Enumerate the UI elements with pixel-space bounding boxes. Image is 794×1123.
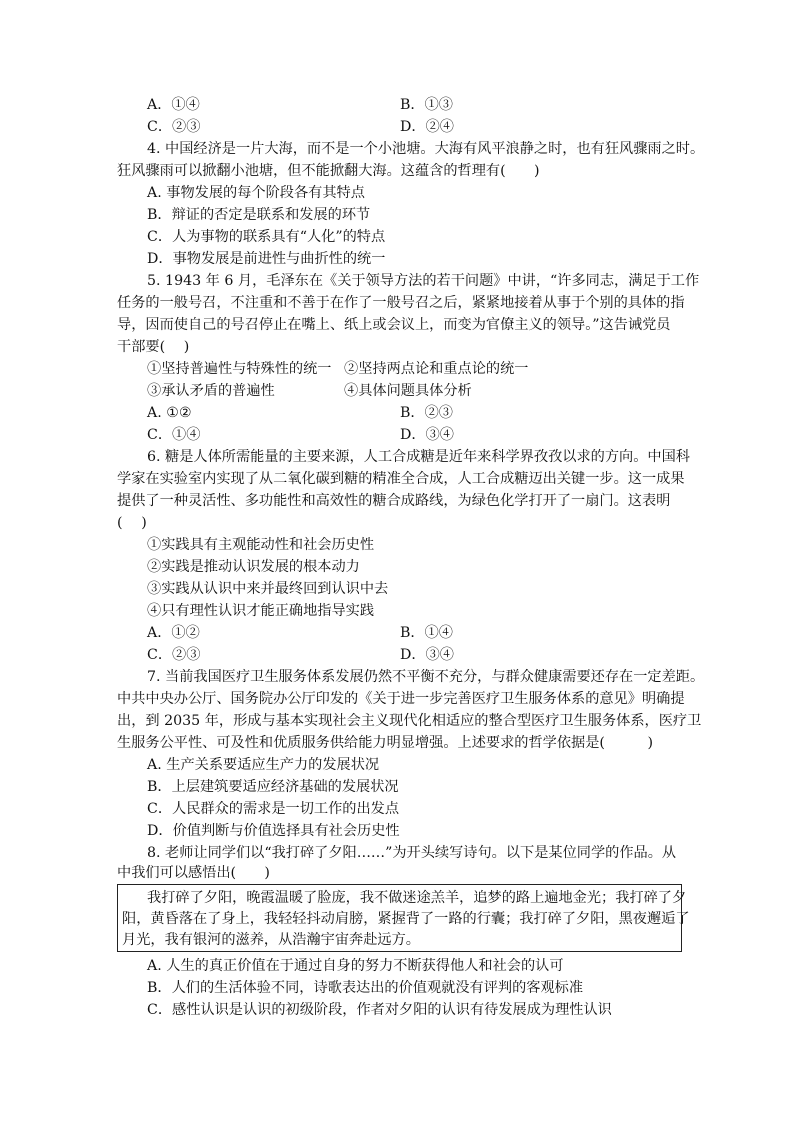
q3-option-c: C．②③ <box>147 119 201 135</box>
poem-line-2: 阳，黄昏落在了身上，我轻轻抖动肩膀，紧握背了一路的行囊；我打碎了夕阳，黑夜邂逅了 <box>122 911 690 927</box>
q6-stem: 6. 糖是人体所需能量的主要来源，人工合成糖是近年来科学界孜孜以求的方向。中国科 <box>147 449 690 465</box>
q3-option-d: D．②④ <box>400 119 454 135</box>
q5-item-1: ①坚持普遍性与特殊性的统一 <box>147 361 332 377</box>
q7-stem-cont-2: 出，到 2035 年，形成与基本实现社会主义现代化相适应的整合型医疗卫生服务体系，医疗卫 <box>117 713 702 729</box>
q8-stem-cont: 中我们可以感悟出( ) <box>117 865 270 881</box>
q5-option-b: B．②③ <box>400 405 453 421</box>
q4-option-c: C．人为事物的联系具有“人化”的特点 <box>147 229 386 245</box>
q6-option-d: D．③④ <box>400 647 454 663</box>
q5-item-4: ④具体问题具体分析 <box>344 383 472 399</box>
q5-option-a: A. ①② <box>147 405 192 421</box>
q5-item-2: ②坚持两点论和重点论的统一 <box>344 361 529 377</box>
q5-stem-cont-2: 导，因而使自己的号召停止在嘴上、纸上或会议上，而变为官僚主义的领导。”这告诫党员 <box>117 317 671 333</box>
q5-option-d: D．③④ <box>400 427 454 443</box>
q7-stem-cont-1: 中共中央办公厅、国务院办公厅印发的《关于进一步完善医疗卫生服务体系的意见》明确提 <box>117 691 685 707</box>
q7-stem: 7. 当前我国医疗卫生服务体系发展仍然不平衡不充分，与群众健康需要还存在一定差距。 <box>147 669 705 685</box>
q7-option-b: B．上层建筑要适应经济基础的发展状况 <box>147 779 399 795</box>
q3-option-a: A．①④ <box>147 97 200 113</box>
q8-option-a: A. 人生的真正价值在于通过自身的努力不断获得他人和社会的认可 <box>147 958 564 974</box>
q6-stem-cont-2: 提供了一种灵活性、多功能性和高效性的糖合成路线，为绿色化学打开了一扇门。这表明 <box>117 493 671 509</box>
q5-stem-cont-3: 干部要( ) <box>117 339 190 355</box>
q5-item-3: ③承认矛盾的普遍性 <box>147 383 275 399</box>
q4-option-b: B．辩证的否定是联系和发展的环节 <box>147 207 371 223</box>
q6-option-a: A．①② <box>147 625 200 641</box>
q6-item-3: ③实践从认识中来并最终回到认识中去 <box>147 581 389 597</box>
q6-item-1: ①实践具有主观能动性和社会历史性 <box>147 537 375 553</box>
q6-option-b: B．①④ <box>400 625 453 641</box>
q4-stem-cont: 狂风骤雨可以掀翻小池塘，但不能掀翻大海。这蕴含的哲理有( ) <box>117 163 540 179</box>
q6-stem-cont-3: ( ) <box>117 515 147 531</box>
q6-option-c: C．②③ <box>147 647 201 663</box>
q3-option-b: B．①③ <box>400 97 453 113</box>
q4-option-d: D．事物发展是前进性与曲折性的统一 <box>147 251 386 267</box>
q7-option-d: D．价值判断与价值选择具有社会历史性 <box>147 823 400 839</box>
q7-option-c: C．人民群众的需求是一切工作的出发点 <box>147 801 400 817</box>
q8-option-b: B．人们的生活体验不同，诗歌表达出的价值观就没有评判的客观标准 <box>147 980 584 996</box>
poem-line-3: 月光，我有银河的滋养，从浩瀚宇宙奔赴远方。 <box>122 932 420 948</box>
q7-option-a: A. 生产关系要适应生产力的发展状况 <box>147 757 380 773</box>
q4-option-a: A. 事物发展的每个阶段各有其特点 <box>147 185 365 201</box>
q8-stem: 8. 老师让同学们以“我打碎了夕阳……”为开头续写诗句。以下是某位同学的作品。从 <box>147 845 677 861</box>
q6-item-2: ②实践是推动认识发展的根本动力 <box>147 559 360 575</box>
q5-stem: 5. 1943 年 6 月，毛泽东在《关于领导方法的若干问题》中讲，“许多同志，满足于工作 <box>147 273 700 289</box>
q5-stem-cont-1: 任务的一般号召，不注重和不善于在作了一般号召之后，紧紧地接着从事于个别的具体的指 <box>117 295 685 311</box>
poem-line-1: 我打碎了夕阳，晚霞温暖了脸庞，我不做迷途羔羊，追梦的路上遍地金光；我打碎了夕 <box>147 890 687 906</box>
q8-option-c: C．感性认识是认识的初级阶段，作者对夕阳的认识有待发展成为理性认识 <box>147 1002 612 1018</box>
q4-stem: 4. 中国经济是一片大海，而不是一个小池塘。大海有风平浪静之时，也有狂风骤雨之时。 <box>147 141 705 157</box>
q7-stem-cont-3: 生服务公平性、可及性和优质服务供给能力明显增强。上述要求的哲学依据是( ) <box>117 735 654 751</box>
q6-item-4: ④只有理性认识才能正确地指导实践 <box>147 603 375 619</box>
q6-stem-cont-1: 学家在实验室内实现了从二氧化碳到糖的精准全合成，人工合成糖迈出关键一步。这一成果 <box>117 471 685 487</box>
q5-option-c: C．①④ <box>147 427 201 443</box>
